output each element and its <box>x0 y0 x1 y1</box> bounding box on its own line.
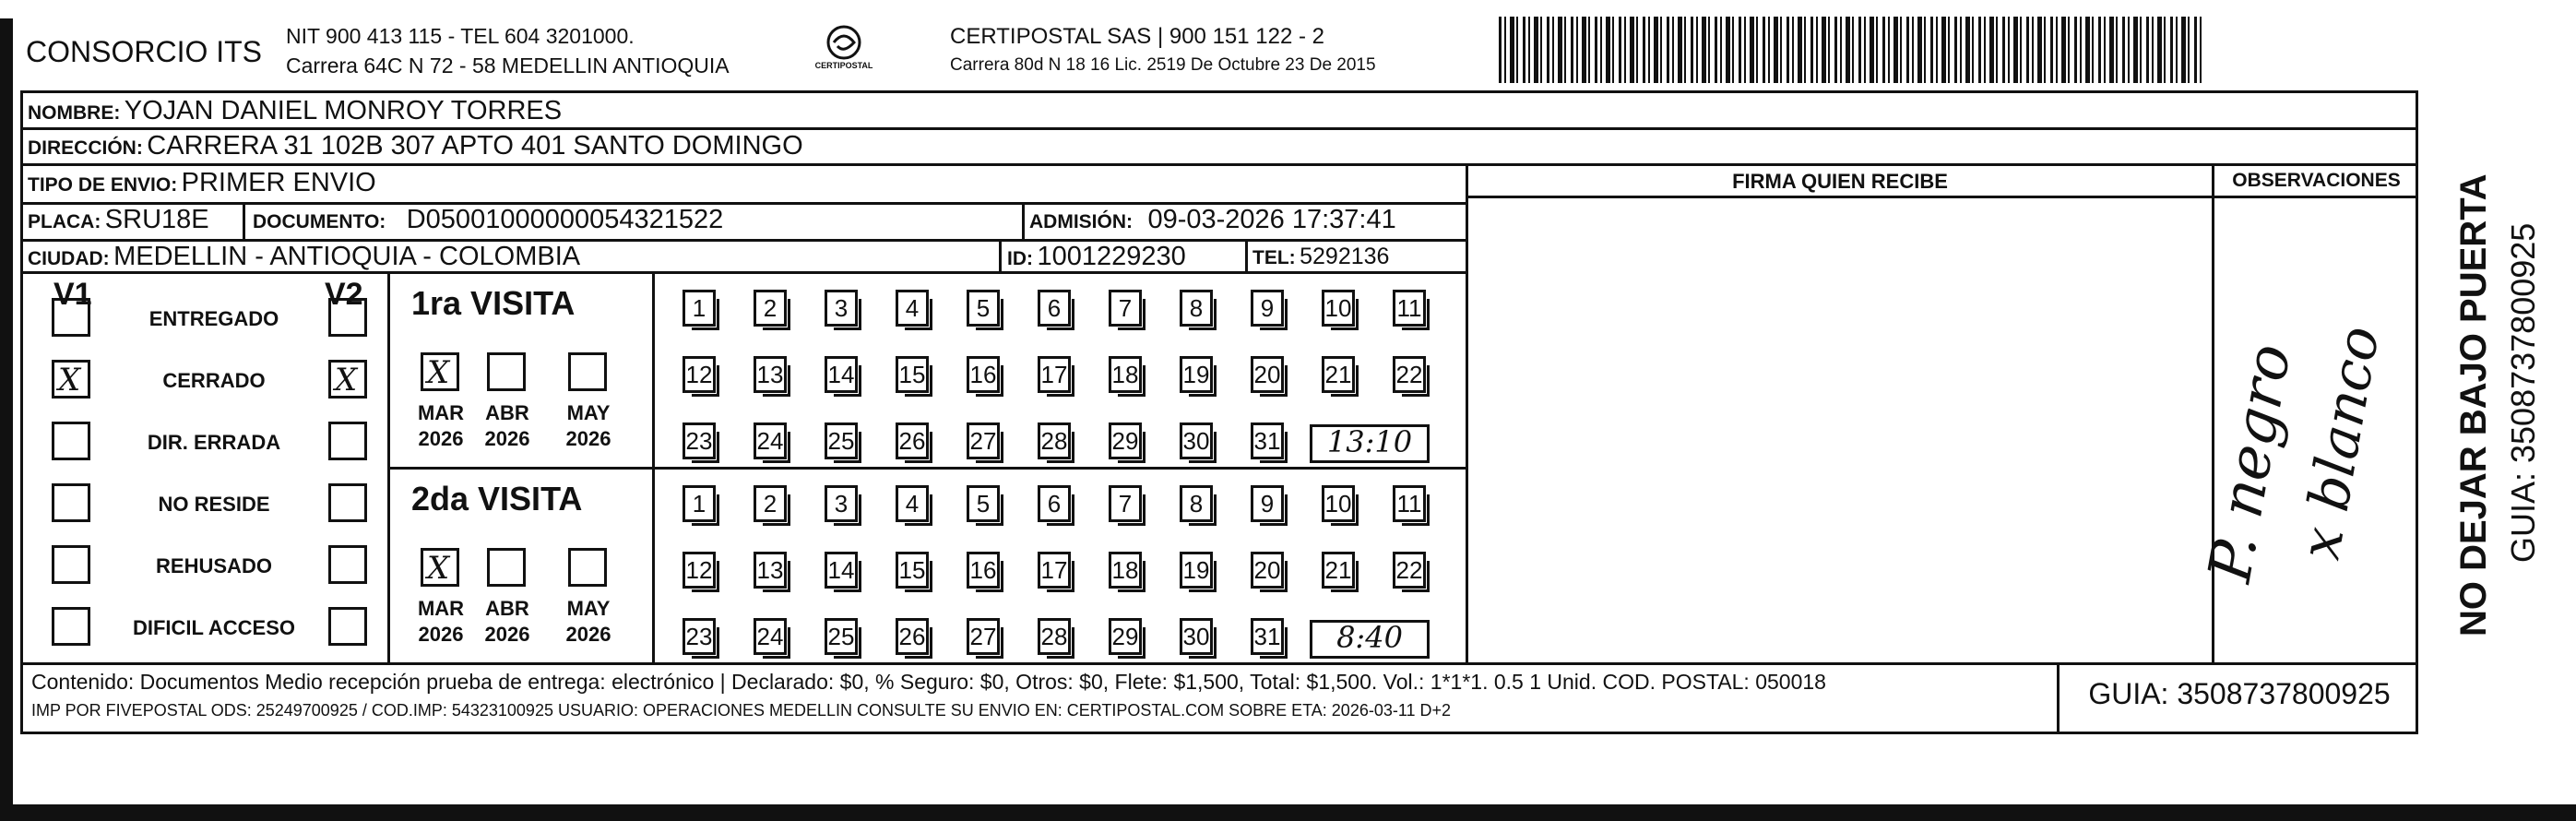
visit-title: 1ra VISITA <box>411 284 576 322</box>
status-label: NO RESIDE <box>158 493 270 516</box>
barcode <box>1499 17 2204 83</box>
day-box[interactable]: 15 <box>896 356 929 393</box>
status-label: DIFICIL ACCESO <box>132 616 295 639</box>
admision-value: 09-03-2026 17:37:41 <box>1147 205 1396 234</box>
day-box[interactable]: 19 <box>1180 552 1213 589</box>
company-address: Carrera 64C N 72 - 58 MEDELLIN ANTIOQUIA <box>286 54 730 77</box>
day-box[interactable]: 1 <box>683 290 716 327</box>
handwritten-note-1: P. negro <box>2195 339 2305 588</box>
v2-checkbox-3[interactable] <box>328 483 367 522</box>
v2-checkbox-4[interactable] <box>328 545 367 584</box>
day-box[interactable]: 27 <box>967 618 1000 655</box>
v2-checkbox-2[interactable] <box>328 422 367 460</box>
certipostal-logo-icon <box>812 22 876 77</box>
day-box[interactable]: 21 <box>1322 356 1355 393</box>
day-box[interactable]: 12 <box>683 552 716 589</box>
nombre-label: NOMBRE: <box>28 102 121 124</box>
day-box[interactable]: 3 <box>825 290 858 327</box>
day-box[interactable]: 10 <box>1322 485 1355 522</box>
visit-time: 13:10 <box>1310 424 1430 463</box>
day-box[interactable]: 25 <box>825 422 858 459</box>
month-label: ABR <box>485 597 529 620</box>
day-box[interactable]: 24 <box>754 618 787 655</box>
day-box[interactable]: 11 <box>1393 290 1426 327</box>
month-checkbox[interactable] <box>421 352 459 391</box>
placa-label: PLACA: <box>28 211 101 232</box>
status-label: REHUSADO <box>156 554 272 577</box>
check-mark: X <box>58 362 81 399</box>
day-box[interactable]: 4 <box>896 485 929 522</box>
status-label: ENTREGADO <box>148 307 279 330</box>
year-label: 2026 <box>418 427 464 450</box>
check-mark: X <box>427 354 450 391</box>
v1-checkbox-5[interactable] <box>52 607 90 646</box>
year-label: 2026 <box>484 623 530 646</box>
id-value: 1001229230 <box>1037 242 1186 271</box>
visit-time: 8:40 <box>1310 620 1430 659</box>
day-box[interactable]: 13 <box>754 552 787 589</box>
v1-checkbox-0[interactable] <box>52 298 90 337</box>
day-box[interactable]: 16 <box>967 356 1000 393</box>
visit-title: 2da VISITA <box>411 480 583 518</box>
carrier-address: Carrera 80d N 18 16 Lic. 2519 De Octubre 23 De 2015 <box>950 55 1376 75</box>
year-label: 2026 <box>565 623 611 646</box>
v1-checkbox-2[interactable] <box>52 422 90 460</box>
scan-edge <box>0 18 13 821</box>
nit-line: NIT 900 413 115 - TEL 604 3201000. <box>286 24 635 48</box>
logo-text: CERTIPOSTAL <box>814 61 873 70</box>
day-box[interactable]: 6 <box>1038 485 1071 522</box>
day-box[interactable]: 22 <box>1393 552 1426 589</box>
observaciones-handwriting <box>2195 277 2416 646</box>
v2-label: V2 <box>325 277 363 312</box>
tipo-label: TIPO DE ENVIO: <box>28 174 178 196</box>
day-box[interactable]: 31 <box>1251 618 1284 655</box>
day-box[interactable]: 7 <box>1109 290 1142 327</box>
v2-checkbox-5[interactable] <box>328 607 367 646</box>
day-box[interactable]: 5 <box>967 485 1000 522</box>
placa-value: SRU18E <box>104 205 209 234</box>
check-mark: X <box>335 362 358 399</box>
day-box[interactable]: 30 <box>1180 618 1213 655</box>
tel-label: TEL: <box>1252 247 1296 268</box>
v2-checkbox-0[interactable] <box>328 298 367 337</box>
month-label: MAY <box>566 597 611 620</box>
v2-checkbox-1[interactable] <box>328 360 367 399</box>
side-guia: GUIA: 3508737800925 <box>2504 222 2542 563</box>
scan-edge-bottom <box>0 804 2576 821</box>
month-label: MAY <box>566 401 611 424</box>
carrier-line: CERTIPOSTAL SAS | 900 151 122 - 2 <box>950 24 1324 49</box>
day-box[interactable]: 23 <box>683 422 716 459</box>
footer-guia: GUIA: 3508737800925 <box>2088 677 2391 710</box>
observaciones-header: OBSERVACIONES <box>2232 170 2401 191</box>
nombre-value: YOJAN DANIEL MONROY TORRES <box>124 96 563 125</box>
day-box[interactable]: 20 <box>1251 552 1284 589</box>
day-box[interactable]: 7 <box>1109 485 1142 522</box>
day-box[interactable]: 18 <box>1109 552 1142 589</box>
year-label: 2026 <box>565 427 611 450</box>
direccion-label: DIRECCIÓN: <box>28 137 143 159</box>
day-box[interactable]: 3 <box>825 485 858 522</box>
day-box[interactable]: 20 <box>1251 356 1284 393</box>
day-box[interactable]: 2 <box>754 485 787 522</box>
day-box[interactable]: 17 <box>1038 552 1071 589</box>
day-box[interactable]: 4 <box>896 290 929 327</box>
firma-header: FIRMA QUIEN RECIBE <box>1732 170 1948 193</box>
v1-label: V1 <box>53 277 92 312</box>
day-box[interactable]: 14 <box>825 356 858 393</box>
documento-value: D050010000000543215​22 <box>406 205 724 234</box>
month-checkbox[interactable] <box>568 548 607 587</box>
month-checkbox[interactable] <box>487 352 526 391</box>
day-box[interactable]: 8 <box>1180 290 1213 327</box>
handwritten-note-2: x blanco <box>2287 321 2392 565</box>
day-box[interactable]: 14 <box>825 552 858 589</box>
day-box[interactable]: 11 <box>1393 485 1426 522</box>
day-box[interactable]: 21 <box>1322 552 1355 589</box>
side-notice: NO DEJAR BAJO PUERTA <box>2453 173 2494 637</box>
day-box[interactable]: 1 <box>683 485 716 522</box>
day-box[interactable]: 27 <box>967 422 1000 459</box>
day-box[interactable]: 13 <box>754 356 787 393</box>
check-mark: X <box>427 550 450 587</box>
day-box[interactable]: 29 <box>1109 618 1142 655</box>
status-label: DIR. ERRADA <box>147 431 281 454</box>
id-label: ID: <box>1007 248 1033 269</box>
day-box[interactable]: 15 <box>896 552 929 589</box>
day-box[interactable]: 2 <box>754 290 787 327</box>
ciudad-value: MEDELLIN - ANTIOQUIA - COLOMBIA <box>113 242 581 271</box>
day-box[interactable]: 24 <box>754 422 787 459</box>
day-box[interactable]: 28 <box>1038 422 1071 459</box>
footer-imp: IMP POR FIVEPOSTAL ODS: 25249700925 / COD.IMP: 54323100925 USUARIO: OPERACIONES MEDELLIN CONSULTE SU ENVIO EN: CERTIPOSTAL.COM SOBRE ETA: 2026-03-11 D+2 <box>31 701 1452 720</box>
day-box[interactable]: 12 <box>683 356 716 393</box>
company-name: CONSORCIO ITS <box>26 35 263 68</box>
month-checkbox[interactable] <box>568 352 607 391</box>
day-box[interactable]: 29 <box>1109 422 1142 459</box>
month-label: MAR <box>417 401 465 424</box>
day-box[interactable]: 28 <box>1038 618 1071 655</box>
day-box[interactable]: 9 <box>1251 290 1284 327</box>
day-box[interactable]: 6 <box>1038 290 1071 327</box>
v1-checkbox-3[interactable] <box>52 483 90 522</box>
day-box[interactable]: 16 <box>967 552 1000 589</box>
day-box[interactable]: 26 <box>896 618 929 655</box>
direccion-value: CARRERA 31 102B 307 APTO 401 SANTO DOMINGO <box>147 131 803 161</box>
year-label: 2026 <box>484 427 530 450</box>
day-box[interactable]: 22 <box>1393 356 1426 393</box>
day-box[interactable]: 8 <box>1180 485 1213 522</box>
day-box[interactable]: 25 <box>825 618 858 655</box>
day-box[interactable]: 19 <box>1180 356 1213 393</box>
day-box[interactable]: 26 <box>896 422 929 459</box>
day-box[interactable]: 9 <box>1251 485 1284 522</box>
footer-contenido: Contenido: Documentos Medio recepción prueba de entrega: electrónico | Declarado: $0, % Seguro: $0, Otros: $0, Flete: $1,500, Total: $1,500. Vol.: 1*1*1. 0.5 1 Unid. COD. POSTAL: 050018 <box>31 670 1826 694</box>
ciudad-label: CIUDAD: <box>28 248 110 269</box>
day-box[interactable]: 18 <box>1109 356 1142 393</box>
day-box[interactable]: 10 <box>1322 290 1355 327</box>
year-label: 2026 <box>418 623 464 646</box>
month-label: MAR <box>417 597 465 620</box>
day-box[interactable]: 17 <box>1038 356 1071 393</box>
month-label: ABR <box>485 401 529 424</box>
month-checkbox[interactable] <box>487 548 526 587</box>
tel-value: 5292136 <box>1300 244 1390 269</box>
day-box[interactable]: 23 <box>683 618 716 655</box>
v1-checkbox-1[interactable] <box>52 360 90 399</box>
admision-label: ADMISIÓN: <box>1029 211 1133 232</box>
day-box[interactable]: 31 <box>1251 422 1284 459</box>
status-label: CERRADO <box>162 369 266 392</box>
day-box[interactable]: 5 <box>967 290 1000 327</box>
month-checkbox[interactable] <box>421 548 459 587</box>
documento-label: DOCUMENTO: <box>253 211 386 232</box>
day-box[interactable]: 30 <box>1180 422 1213 459</box>
v1-checkbox-4[interactable] <box>52 545 90 584</box>
tipo-value: PRIMER ENVIO <box>181 168 376 197</box>
